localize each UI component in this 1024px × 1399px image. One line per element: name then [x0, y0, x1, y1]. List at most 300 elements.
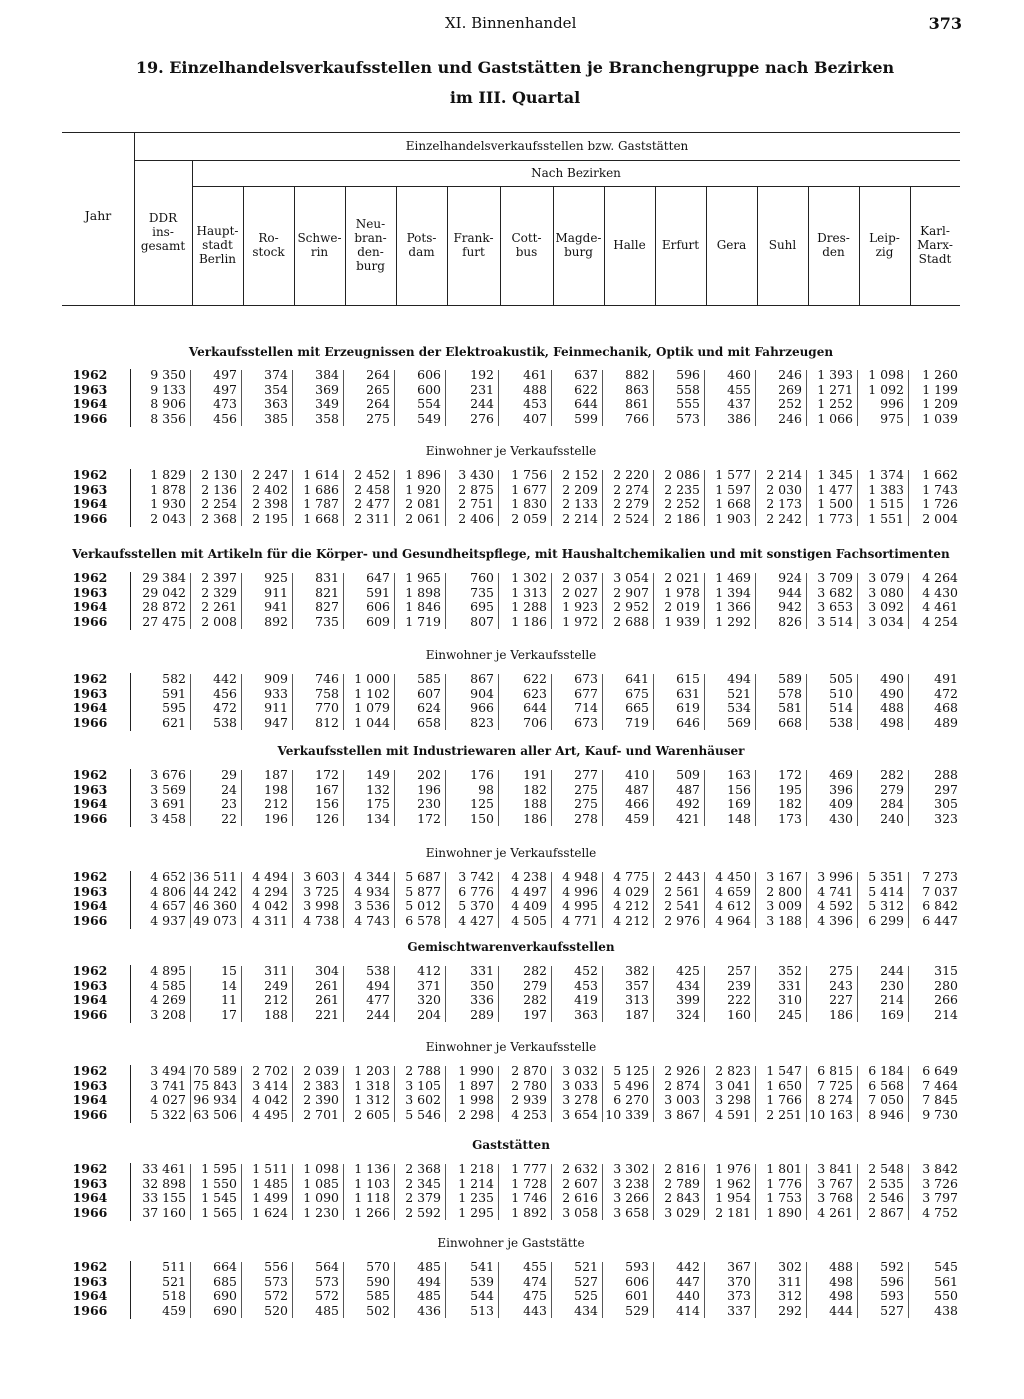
table-cell: 2 021	[664, 570, 700, 585]
table-cell: 3 741	[150, 1077, 186, 1093]
row-divider-col	[498, 470, 499, 526]
table-cell: 9 730	[922, 1106, 958, 1122]
table-cell: 3 105	[405, 1077, 441, 1093]
table-cell: 4 027	[150, 1092, 186, 1107]
table-cell: 2 081	[405, 496, 441, 511]
table-cell: 4 212	[613, 912, 649, 928]
table-cell: 2 874	[664, 1077, 700, 1093]
table-cell: 746	[315, 671, 339, 686]
row-divider-year	[130, 1163, 131, 1221]
table-cell: 2 368	[405, 1161, 441, 1176]
table-cell: 510	[829, 685, 853, 701]
table-cell: 1 954	[715, 1190, 751, 1205]
table-cell: 430	[829, 810, 853, 826]
table-cell: 585	[417, 671, 441, 686]
table-cell: 831	[315, 570, 339, 585]
table-cell: 488	[829, 1259, 853, 1274]
table-cell: 310	[778, 992, 802, 1007]
table-cell: 593	[880, 1288, 904, 1303]
table-cell: 8 274	[817, 1092, 853, 1107]
table-cell: 311	[778, 1273, 802, 1289]
table-cell: 434	[574, 1302, 598, 1318]
row-divider-col	[857, 470, 858, 526]
table-cell: 527	[880, 1302, 904, 1318]
table-cell: 1 102	[354, 685, 390, 701]
table-cell: 14	[221, 977, 237, 993]
row-divider-col	[292, 770, 293, 826]
table-cell: 385	[264, 410, 288, 426]
section-title: Einwohner je Verkaufsstelle	[425, 444, 597, 458]
table-cell: 966	[470, 700, 494, 715]
table-cell: 4 396	[817, 912, 853, 928]
table-cell: 1 209	[922, 396, 958, 411]
row-divider-col	[653, 1066, 654, 1122]
table-cell: 4 895	[150, 963, 186, 978]
row-divider-col	[241, 966, 242, 1022]
table-cell: 3 653	[817, 599, 853, 614]
table-cell: 182	[778, 796, 802, 811]
table-cell: 349	[315, 396, 339, 411]
table-cell: 75 843	[193, 1077, 237, 1093]
table-cell: 4 934	[354, 883, 390, 899]
table-cell: 685	[213, 1273, 237, 1289]
table-cell: 590	[366, 1273, 390, 1289]
table-cell: 3 841	[817, 1161, 853, 1176]
row-divider-col	[394, 770, 395, 826]
table-cell: 2 702	[252, 1063, 288, 1078]
table-cell: 466	[625, 796, 649, 811]
table-cell: 4 264	[922, 570, 958, 585]
table-cell: 1 897	[458, 1077, 494, 1093]
row-divider-col	[857, 770, 858, 826]
column-header-district	[604, 238, 655, 252]
table-cell: 36 511	[193, 869, 237, 884]
table-cell: 1 766	[766, 1092, 802, 1107]
row-divider-col	[445, 966, 446, 1022]
table-cell: 2 524	[613, 510, 649, 526]
table-cell: 9 350	[150, 367, 186, 382]
row-divider-col	[857, 872, 858, 928]
table-cell: 497	[213, 367, 237, 382]
row-year: 1964	[72, 599, 108, 614]
row-divider-col	[343, 1066, 344, 1122]
row-divider-col	[653, 470, 654, 526]
table-cell: 186	[829, 1006, 853, 1022]
table-cell: 1 890	[766, 1204, 802, 1220]
row-divider-col	[806, 370, 807, 426]
column-header-line: Haupt-	[196, 224, 239, 238]
table-cell: 367	[727, 1259, 751, 1274]
row-divider-col	[343, 872, 344, 928]
row-divider-col	[292, 872, 293, 928]
table-cell: 7 464	[922, 1077, 958, 1093]
column-header-line: Berlin	[198, 252, 237, 266]
table-cell: 996	[880, 396, 904, 411]
table-cell: 766	[625, 410, 649, 426]
table-cell: 592	[880, 1259, 904, 1274]
table-cell: 3 041	[715, 1077, 751, 1093]
column-header-line: Erfurt	[661, 238, 700, 252]
table-cell: 11	[221, 992, 237, 1007]
row-year: 1963	[72, 1175, 108, 1191]
table-cell: 2 548	[868, 1161, 904, 1176]
row-divider-col	[445, 674, 446, 730]
row-divider-col	[292, 1164, 293, 1220]
table-cell: 1 595	[201, 1161, 237, 1176]
table-cell: 1 218	[458, 1161, 494, 1176]
table-cell: 2 789	[664, 1175, 700, 1191]
table-cell: 410	[625, 767, 649, 782]
table-cell: 4 775	[613, 869, 649, 884]
column-header-line: den-	[357, 245, 384, 259]
table-cell: 1 499	[252, 1190, 288, 1205]
table-cell: 172	[315, 767, 339, 782]
table-subtitle: im III. Quartal	[449, 88, 581, 107]
table-cell: 212	[264, 992, 288, 1007]
column-header-district	[134, 211, 192, 253]
row-year: 1963	[72, 1273, 108, 1289]
table-cell: 3 003	[664, 1092, 700, 1107]
table-cell: 488	[523, 381, 547, 397]
row-divider-col	[343, 470, 344, 526]
table-cell: 187	[264, 767, 288, 782]
table-cell: 176	[470, 767, 494, 782]
table-cell: 494	[417, 1273, 441, 1289]
table-cell: 4 253	[511, 1106, 547, 1122]
table-cell: 569	[727, 714, 751, 730]
row-divider-col	[292, 1262, 293, 1318]
table-cell: 622	[523, 671, 547, 686]
table-cell: 438	[934, 1302, 958, 1318]
table-cell: 160	[727, 1006, 751, 1022]
table-cell: 1 485	[252, 1175, 288, 1191]
table-cell: 975	[880, 410, 904, 426]
table-cell: 812	[315, 714, 339, 730]
column-header-line: DDR	[148, 211, 178, 225]
table-cell: 1 545	[201, 1190, 237, 1205]
table-cell: 1 728	[511, 1175, 547, 1191]
table-cell: 27 475	[142, 613, 186, 629]
column-header-district	[294, 231, 345, 259]
column-header-line: zig	[875, 245, 894, 259]
table-cell: 1 383	[868, 481, 904, 497]
table-cell: 3 266	[613, 1190, 649, 1205]
table-cell: 182	[523, 781, 547, 797]
table-cell: 1 896	[405, 467, 441, 482]
column-header-line: Pots-	[406, 231, 437, 245]
row-divider-col	[755, 1066, 756, 1122]
table-cell: 96 934	[193, 1092, 237, 1107]
row-year: 1964	[72, 1190, 108, 1205]
table-cell: 3 278	[562, 1092, 598, 1107]
table-cell: 631	[676, 685, 700, 701]
table-cell: 163	[727, 767, 751, 782]
table-cell: 2 592	[405, 1204, 441, 1220]
table-cell: 2 607	[562, 1175, 598, 1191]
table-cell: 2 004	[922, 510, 958, 526]
table-cell: 278	[574, 810, 598, 826]
table-cell: 1 000	[354, 671, 390, 686]
row-year: 1962	[72, 570, 108, 585]
row-year: 1964	[72, 1288, 108, 1303]
row-year: 1966	[72, 1006, 108, 1022]
table-cell: 472	[213, 700, 237, 715]
table-cell: 167	[315, 781, 339, 797]
row-divider-col	[551, 1066, 552, 1122]
table-cell: 1 469	[715, 570, 751, 585]
table-cell: 4 254	[922, 613, 958, 629]
table-cell: 1 118	[354, 1190, 390, 1205]
table-cell: 714	[574, 700, 598, 715]
table-cell: 357	[625, 977, 649, 993]
column-header-district	[447, 231, 500, 259]
column-header-line: Frank-	[453, 231, 494, 245]
table-cell: 6 649	[922, 1063, 958, 1078]
table-cell: 7 050	[868, 1092, 904, 1107]
table-cell: 570	[366, 1259, 390, 1274]
table-cell: 419	[574, 992, 598, 1007]
table-cell: 4 344	[354, 869, 390, 884]
table-cell: 195	[778, 781, 802, 797]
column-header-line: furt	[462, 245, 485, 259]
row-divider-col	[343, 370, 344, 426]
table-cell: 1 998	[458, 1092, 494, 1107]
table-cell: 6 578	[405, 912, 441, 928]
table-cell: 615	[676, 671, 700, 686]
table-cell: 1 230	[303, 1204, 339, 1220]
table-cell: 3 092	[868, 599, 904, 614]
row-year: 1962	[72, 963, 108, 978]
table-cell: 3 867	[664, 1106, 700, 1122]
row-divider-col	[394, 1262, 395, 1318]
table-cell: 1 662	[922, 467, 958, 482]
row-divider-col	[445, 770, 446, 826]
row-divider-year	[130, 369, 131, 427]
table-cell: 770	[315, 700, 339, 715]
table-cell: 4 042	[252, 898, 288, 913]
table-cell: 384	[315, 367, 339, 382]
column-header-district	[345, 217, 396, 273]
table-cell: 363	[574, 1006, 598, 1022]
row-divider-col	[755, 770, 756, 826]
table-cell: 4 238	[511, 869, 547, 884]
row-divider-col	[241, 1164, 242, 1220]
section-title: Einwohner je Verkaufsstelle	[425, 648, 597, 662]
table-cell: 276	[470, 410, 494, 426]
table-cell: 1 650	[766, 1077, 802, 1093]
table-cell: 456	[213, 685, 237, 701]
table-cell: 369	[315, 381, 339, 397]
table-cell: 2 039	[303, 1063, 339, 1078]
row-year: 1963	[72, 381, 108, 397]
table-cell: 358	[315, 410, 339, 426]
table-cell: 3 054	[613, 570, 649, 585]
table-cell: 3 797	[922, 1190, 958, 1205]
row-divider-col	[241, 470, 242, 526]
row-divider-col	[343, 770, 344, 826]
table-cell: 1 366	[715, 599, 751, 614]
row-divider-col	[551, 470, 552, 526]
table-cell: 284	[880, 796, 904, 811]
table-cell: 2 688	[613, 613, 649, 629]
column-header-year: Jahr	[84, 208, 112, 223]
table-cell: 374	[264, 367, 288, 382]
row-divider-col	[755, 1164, 756, 1220]
table-cell: 2 195	[252, 510, 288, 526]
table-cell: 4 409	[511, 898, 547, 913]
table-cell: 827	[315, 599, 339, 614]
row-divider-col	[602, 573, 603, 629]
table-cell: 4 592	[817, 898, 853, 913]
table-cell: 664	[213, 1259, 237, 1274]
table-cell: 1 288	[511, 599, 547, 614]
table-cell: 63 506	[193, 1106, 237, 1122]
row-year: 1966	[72, 510, 108, 526]
table-cell: 125	[470, 796, 494, 811]
table-cell: 407	[523, 410, 547, 426]
table-cell: 1 686	[303, 481, 339, 497]
table-cell: 312	[778, 1288, 802, 1303]
table-cell: 892	[264, 613, 288, 629]
table-cell: 1 302	[511, 570, 547, 585]
row-divider-col	[292, 966, 293, 1022]
table-cell: 3 208	[150, 1006, 186, 1022]
table-cell: 452	[574, 963, 598, 978]
section-title: Einwohner je Gaststätte	[437, 1236, 585, 1250]
table-cell: 3 602	[405, 1092, 441, 1107]
table-cell: 2 546	[868, 1190, 904, 1205]
table-cell: 1 295	[458, 1204, 494, 1220]
table-cell: 315	[934, 963, 958, 978]
table-cell: 175	[366, 796, 390, 811]
table-cell: 1 898	[405, 584, 441, 600]
table-cell: 4 996	[562, 883, 598, 899]
row-divider-col	[755, 470, 756, 526]
table-cell: 924	[778, 570, 802, 585]
column-header-district	[757, 238, 808, 252]
table-cell: 1 939	[664, 613, 700, 629]
table-cell: 173	[778, 810, 802, 826]
table-cell: 1 098	[303, 1161, 339, 1176]
section-title: Gemischtwarenverkaufsstellen	[407, 940, 615, 954]
table-cell: 1 266	[354, 1204, 390, 1220]
table-cell: 196	[264, 810, 288, 826]
table-cell: 735	[315, 613, 339, 629]
row-divider-col	[241, 674, 242, 730]
table-cell: 7 725	[817, 1077, 853, 1093]
table-cell: 4 995	[562, 898, 598, 913]
table-cell: 243	[829, 977, 853, 993]
table-cell: 944	[778, 584, 802, 600]
row-divider-col	[343, 1164, 344, 1220]
table-cell: 673	[574, 714, 598, 730]
table-cell: 46 360	[193, 898, 237, 913]
table-cell: 3 414	[252, 1077, 288, 1093]
table-cell: 1 787	[303, 496, 339, 511]
row-divider-col	[445, 370, 446, 426]
table-cell: 521	[162, 1273, 186, 1289]
table-cell: 3 430	[458, 467, 494, 482]
table-cell: 6 776	[458, 883, 494, 899]
table-cell: 473	[213, 396, 237, 411]
row-divider-col	[241, 573, 242, 629]
table-cell: 425	[676, 963, 700, 978]
table-cell: 4 427	[458, 912, 494, 928]
row-year: 1966	[72, 1106, 108, 1122]
row-year: 1966	[72, 1302, 108, 1318]
table-cell: 5 496	[613, 1077, 649, 1093]
table-cell: 3 080	[868, 584, 904, 600]
table-cell: 275	[574, 796, 598, 811]
table-cell: 1 345	[817, 467, 853, 482]
table-cell: 673	[574, 671, 598, 686]
table-cell: 148	[727, 810, 751, 826]
table-cell: 3 709	[817, 570, 853, 585]
table-cell: 2 452	[354, 467, 390, 482]
table-cell: 5 546	[405, 1106, 441, 1122]
row-divider-col	[343, 1262, 344, 1318]
table-cell: 188	[523, 796, 547, 811]
row-divider-col	[908, 872, 909, 928]
table-cell: 3 238	[613, 1175, 649, 1191]
table-cell: 150	[470, 810, 494, 826]
row-divider-col	[241, 770, 242, 826]
row-divider-col	[653, 370, 654, 426]
table-cell: 7 845	[922, 1092, 958, 1107]
table-cell: 244	[470, 396, 494, 411]
table-cell: 1 313	[511, 584, 547, 600]
table-cell: 474	[523, 1273, 547, 1289]
table-cell: 2 605	[354, 1106, 390, 1122]
table-cell: 1 972	[562, 613, 598, 629]
table-cell: 2 939	[511, 1092, 547, 1107]
table-cell: 4 752	[922, 1204, 958, 1220]
row-divider-col	[190, 770, 191, 826]
column-header-district	[500, 231, 553, 259]
table-cell: 2 368	[201, 510, 237, 526]
table-cell: 1 719	[405, 613, 441, 629]
row-divider-col	[190, 1066, 191, 1122]
table-cell: 621	[162, 714, 186, 730]
table-cell: 498	[829, 1273, 853, 1289]
table-cell: 192	[470, 367, 494, 382]
table-cell: 4 042	[252, 1092, 288, 1107]
table-cell: 3 494	[150, 1063, 186, 1078]
table-cell: 455	[523, 1259, 547, 1274]
table-cell: 363	[264, 396, 288, 411]
table-cell: 469	[829, 767, 853, 782]
table-cell: 933	[264, 685, 288, 701]
row-divider-col	[343, 966, 344, 1022]
table-cell: 4 659	[715, 883, 751, 899]
table-cell: 3 302	[613, 1161, 649, 1176]
table-cell: 2 059	[511, 510, 547, 526]
column-header-district	[553, 231, 604, 259]
table-cell: 472	[934, 685, 958, 701]
table-cell: 539	[470, 1273, 494, 1289]
table-cell: 2 535	[868, 1175, 904, 1191]
column-header-line: stock	[252, 245, 285, 259]
table-cell: 275	[829, 963, 853, 978]
row-divider-col	[806, 1164, 807, 1220]
column-header-line: dam	[408, 245, 435, 259]
table-cell: 8 356	[150, 410, 186, 426]
table-cell: 2 133	[562, 496, 598, 511]
table-cell: 156	[727, 781, 751, 797]
table-cell: 485	[417, 1259, 441, 1274]
table-cell: 5 012	[405, 898, 441, 913]
table-cell: 2 800	[766, 883, 802, 899]
